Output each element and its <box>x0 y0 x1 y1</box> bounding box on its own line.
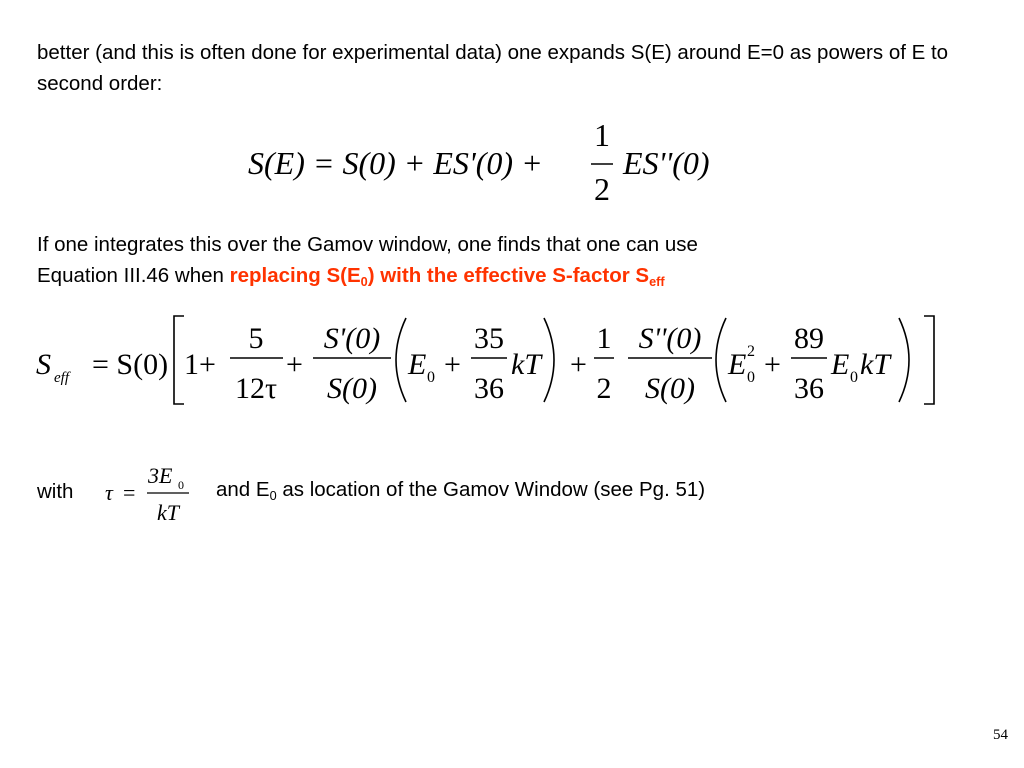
page-number: 54 <box>993 727 1008 743</box>
tau-symbol: τ <box>105 480 113 505</box>
tau-num: 3E <box>148 463 173 488</box>
f6-num: 89 <box>794 322 824 355</box>
e0kT-kT: kT <box>860 348 890 381</box>
eq2-plus-3: + <box>570 348 587 381</box>
gamov-line1: If one integrates this over the Gamov window, one finds that one can use <box>37 233 698 256</box>
f5-den: S(0) <box>645 372 695 405</box>
f1-num: 5 <box>248 322 264 355</box>
right-bracket <box>924 316 934 404</box>
left-paren-1 <box>396 318 406 402</box>
eq1-tail: ES''(0) <box>623 145 710 181</box>
eq1-lhs: S(E) = S(0) + ES'(0) + <box>248 145 543 181</box>
left-paren-2 <box>716 318 726 402</box>
eq2-plus-4: + <box>764 348 781 381</box>
right-paren-1 <box>544 318 554 402</box>
tau-num-sub: 0 <box>178 478 184 492</box>
eq2-plus-1: + <box>286 348 303 381</box>
f2-num: S'(0) <box>323 322 381 355</box>
f3-den: 36 <box>474 372 504 405</box>
eq1-frac-den: 2 <box>594 171 610 207</box>
gamov-paragraph <box>37 229 937 291</box>
eq1-frac-num: 1 <box>594 117 610 153</box>
gamov-location-text: and $E_0$ as location of the Gamov Window (see Pg. 51) <box>216 478 706 503</box>
seff-symbol: S <box>36 348 51 381</box>
seff-subscript: eff <box>54 370 69 386</box>
eq2-one-plus: 1+ <box>184 348 216 381</box>
e0-2-sup: 2 <box>747 343 755 360</box>
tau-equation <box>103 458 203 530</box>
e0kT-sub: 0 <box>850 369 858 386</box>
e0-1-sub: 0 <box>427 369 435 386</box>
f1-den: 12τ <box>234 372 278 405</box>
right-paren-2 <box>899 318 909 402</box>
f4-den: 2 <box>596 372 612 405</box>
f6-den: 36 <box>794 372 824 405</box>
e0-2-E: E <box>728 348 747 381</box>
eq2-s0: = S(0) <box>92 348 169 381</box>
eq2-plus-2: + <box>444 348 461 381</box>
tau-den: kT <box>157 500 179 525</box>
e0kT-E: E <box>831 348 850 381</box>
f5-num: S''(0) <box>638 322 702 355</box>
gamov-line2-prefix: Equation III.46 when <box>37 264 230 287</box>
e0-1-E: E <box>408 348 427 381</box>
intro-paragraph: better (and this is often done for experimental data) one expands S(E) around E=0 as powers of E to second order: <box>37 41 949 95</box>
f2-den: S(0) <box>327 372 377 405</box>
left-bracket <box>174 316 184 404</box>
e0-2-sub: 0 <box>747 369 755 386</box>
expansion-equation <box>248 118 748 208</box>
tau-equals: = <box>123 480 136 505</box>
f3-num: 35 <box>474 322 504 355</box>
highlight-text: replacing $S(E_0)$ with the effective S-factor $S_{eff}$ <box>229 264 665 289</box>
seff-equation <box>34 312 944 412</box>
f4-num: 1 <box>596 322 612 355</box>
kT-1: kT <box>511 348 541 381</box>
with-label: with <box>37 480 74 503</box>
